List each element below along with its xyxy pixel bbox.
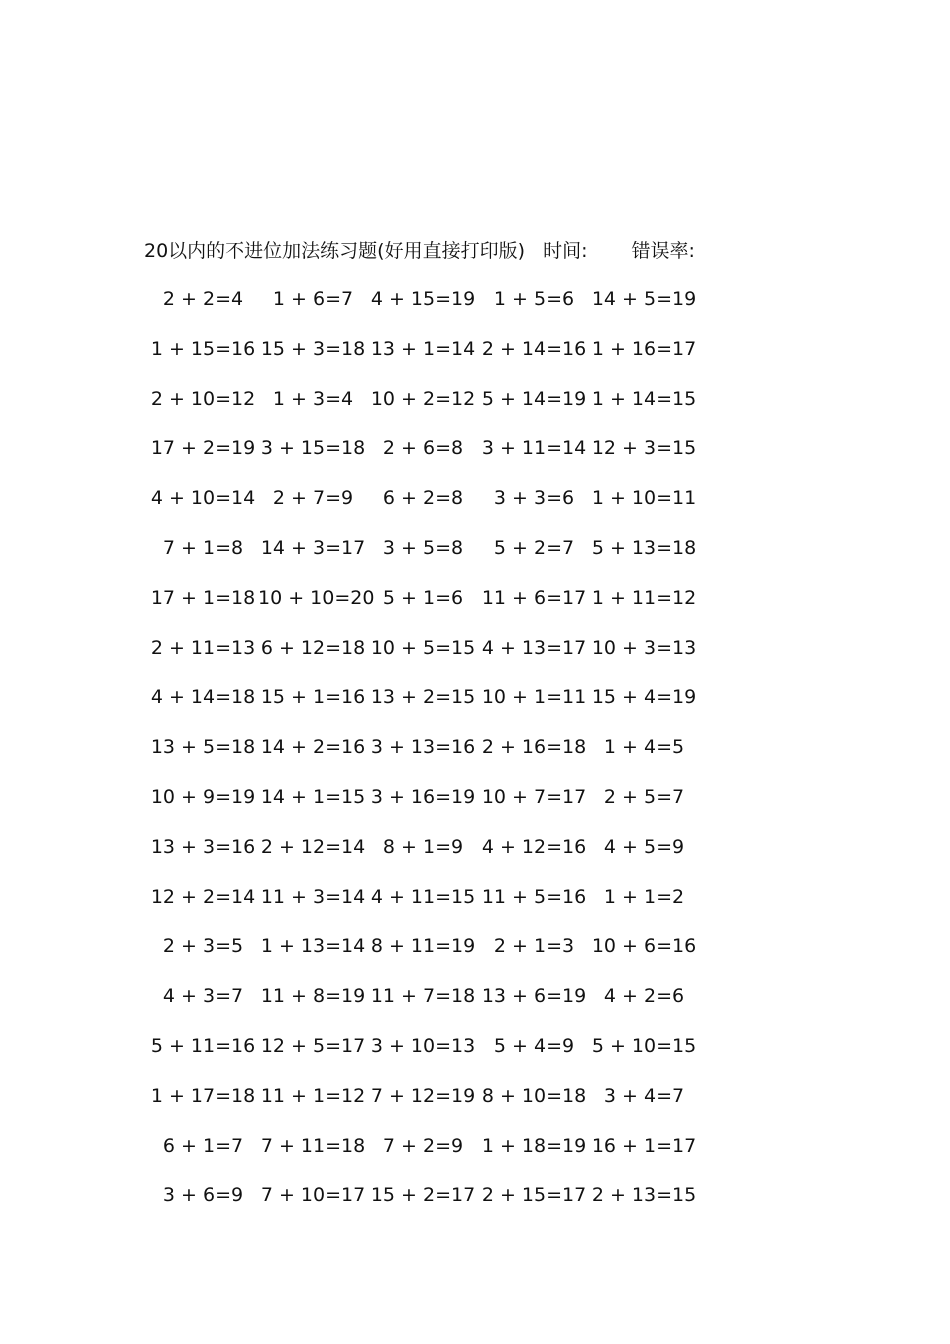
problem-item: 5 + 1=6: [382, 586, 464, 609]
problem-row: [148, 782, 708, 832]
problem-item: 1 + 13=14: [260, 935, 366, 958]
problem-item: 3 + 16=19: [370, 785, 476, 808]
problem-item: 3 + 5=8: [382, 536, 464, 559]
problem-row: [148, 981, 708, 1031]
problem-item: 7 + 10=17: [260, 1184, 366, 1207]
problem-item: 11 + 3=14: [260, 885, 366, 908]
problem-item: 2 + 11=13: [150, 636, 256, 659]
problem-item: 12 + 5=17: [260, 1034, 366, 1057]
problem-item: 7 + 1=8: [162, 536, 244, 559]
problem-item: 12 + 2=14: [150, 885, 256, 908]
problem-item: 2 + 3=5: [162, 935, 244, 958]
problem-item: 2 + 13=15: [591, 1184, 697, 1207]
problem-item: 17 + 1=18: [150, 586, 256, 609]
problem-item: 11 + 1=12: [260, 1084, 366, 1107]
problem-item: 8 + 11=19: [370, 935, 476, 958]
problem-item: 14 + 5=19: [591, 288, 697, 310]
worksheet-header: [144, 236, 695, 266]
problem-item: 2 + 15=17: [481, 1184, 587, 1207]
problem-item: 7 + 11=18: [260, 1134, 366, 1157]
problem-item: 3 + 10=13: [370, 1034, 476, 1057]
problem-item: 15 + 1=16: [260, 686, 366, 709]
problem-item: 1 + 14=15: [591, 387, 697, 410]
problem-item: 17 + 2=19: [150, 437, 256, 460]
problem-item: 4 + 11=15: [370, 885, 476, 908]
problem-item: 15 + 4=19: [591, 686, 697, 709]
problem-item: 5 + 11=16: [150, 1034, 256, 1057]
problem-item: 14 + 1=15: [260, 785, 366, 808]
problem-row: [148, 483, 708, 533]
problem-row: [148, 334, 708, 384]
problem-item: 1 + 6=7: [272, 288, 354, 310]
problem-row: [148, 533, 708, 583]
problem-item: 4 + 12=16: [481, 835, 587, 858]
problem-item: 3 + 11=14: [481, 437, 587, 460]
problem-item: 1 + 4=5: [603, 736, 685, 759]
problem-item: 10 + 3=13: [591, 636, 697, 659]
problem-item: 16 + 1=17: [591, 1134, 697, 1157]
error-rate-label: 错误率:: [631, 240, 695, 262]
problem-item: 10 + 6=16: [591, 935, 697, 958]
problem-row: [148, 384, 708, 434]
problem-item: 11 + 5=16: [481, 885, 587, 908]
problem-row: [148, 832, 708, 882]
problem-item: 5 + 4=9: [493, 1034, 575, 1057]
problem-item: 4 + 10=14: [150, 487, 256, 510]
problem-item: 2 + 14=16: [481, 337, 587, 360]
problem-row: [148, 284, 708, 334]
problem-item: 5 + 10=15: [591, 1034, 697, 1057]
problem-item: 2 + 2=4: [162, 288, 244, 310]
problem-item: 10 + 2=12: [370, 387, 476, 410]
problem-item: 15 + 3=18: [260, 337, 366, 360]
problem-item: 4 + 2=6: [603, 985, 685, 1008]
problem-item: 1 + 10=11: [591, 487, 697, 510]
problem-item: 2 + 6=8: [382, 437, 464, 460]
problem-row: [148, 732, 708, 782]
problem-item: 15 + 2=17: [370, 1184, 476, 1207]
problem-grid: [148, 284, 708, 1230]
problem-item: 6 + 1=7: [162, 1134, 244, 1157]
problem-item: 2 + 12=14: [260, 835, 366, 858]
problem-item: 1 + 5=6: [493, 288, 575, 310]
problem-item: 2 + 16=18: [481, 736, 587, 759]
problem-item: 1 + 18=19: [481, 1134, 587, 1157]
problem-item: 13 + 2=15: [370, 686, 476, 709]
worksheet-title: 20以内的不进位加法练习题(好用直接打印版): [144, 240, 526, 262]
problem-item: 14 + 3=17: [260, 536, 366, 559]
problem-row: [148, 633, 708, 683]
problem-item: 2 + 7=9: [272, 487, 354, 510]
problem-item: 4 + 13=17: [481, 636, 587, 659]
problem-row: [148, 1031, 708, 1081]
problem-item: 4 + 14=18: [150, 686, 256, 709]
problem-item: 14 + 2=16: [260, 736, 366, 759]
problem-item: 3 + 15=18: [260, 437, 366, 460]
problem-item: 13 + 5=18: [150, 736, 256, 759]
problem-item: 1 + 11=12: [591, 586, 697, 609]
problem-item: 6 + 2=8: [382, 487, 464, 510]
problem-item: 1 + 1=2: [603, 885, 685, 908]
problem-item: 6 + 12=18: [260, 636, 366, 659]
problem-item: 11 + 6=17: [481, 586, 587, 609]
problem-item: 2 + 10=12: [150, 387, 256, 410]
problem-item: 10 + 5=15: [370, 636, 476, 659]
problem-item: 5 + 13=18: [591, 536, 697, 559]
problem-item: 13 + 3=16: [150, 835, 256, 858]
problem-item: 3 + 6=9: [162, 1184, 244, 1207]
problem-item: 7 + 2=9: [382, 1134, 464, 1157]
problem-item: 5 + 2=7: [493, 536, 575, 559]
problem-row: [148, 682, 708, 732]
problem-item: 2 + 5=7: [603, 785, 685, 808]
problem-item: 1 + 17=18: [150, 1084, 256, 1107]
problem-item: 4 + 15=19: [370, 288, 476, 310]
problem-row: [148, 433, 708, 483]
problem-item: 11 + 7=18: [370, 985, 476, 1008]
problem-item: 10 + 9=19: [150, 785, 256, 808]
problem-row: [148, 1081, 708, 1131]
problem-item: 10 + 7=17: [481, 785, 587, 808]
problem-item: 1 + 16=17: [591, 337, 697, 360]
problem-item: 3 + 13=16: [370, 736, 476, 759]
problem-item: 3 + 3=6: [493, 487, 575, 510]
problem-item: 5 + 14=19: [481, 387, 587, 410]
problem-item: 13 + 1=14: [370, 337, 476, 360]
problem-row: [148, 1131, 708, 1181]
problem-row: [148, 882, 708, 932]
problem-item: 8 + 10=18: [481, 1084, 587, 1107]
problem-row: [148, 583, 708, 633]
problem-row: [148, 1180, 708, 1230]
problem-item: 3 + 4=7: [603, 1084, 685, 1107]
problem-row: [148, 931, 708, 981]
problem-item: 11 + 8=19: [260, 985, 366, 1008]
problem-item: 1 + 3=4: [272, 387, 354, 410]
problem-item: 4 + 5=9: [603, 835, 685, 858]
problem-item: 7 + 12=19: [370, 1084, 476, 1107]
problem-item: 10 + 1=11: [481, 686, 587, 709]
problem-item: 8 + 1=9: [382, 835, 464, 858]
problem-item: 10 + 10=20: [258, 586, 375, 609]
problem-item: 2 + 1=3: [493, 935, 575, 958]
problem-item: 13 + 6=19: [481, 985, 587, 1008]
problem-item: 4 + 3=7: [162, 985, 244, 1008]
problem-item: 1 + 15=16: [150, 337, 256, 360]
time-label: 时间:: [543, 240, 588, 262]
problem-item: 12 + 3=15: [591, 437, 697, 460]
